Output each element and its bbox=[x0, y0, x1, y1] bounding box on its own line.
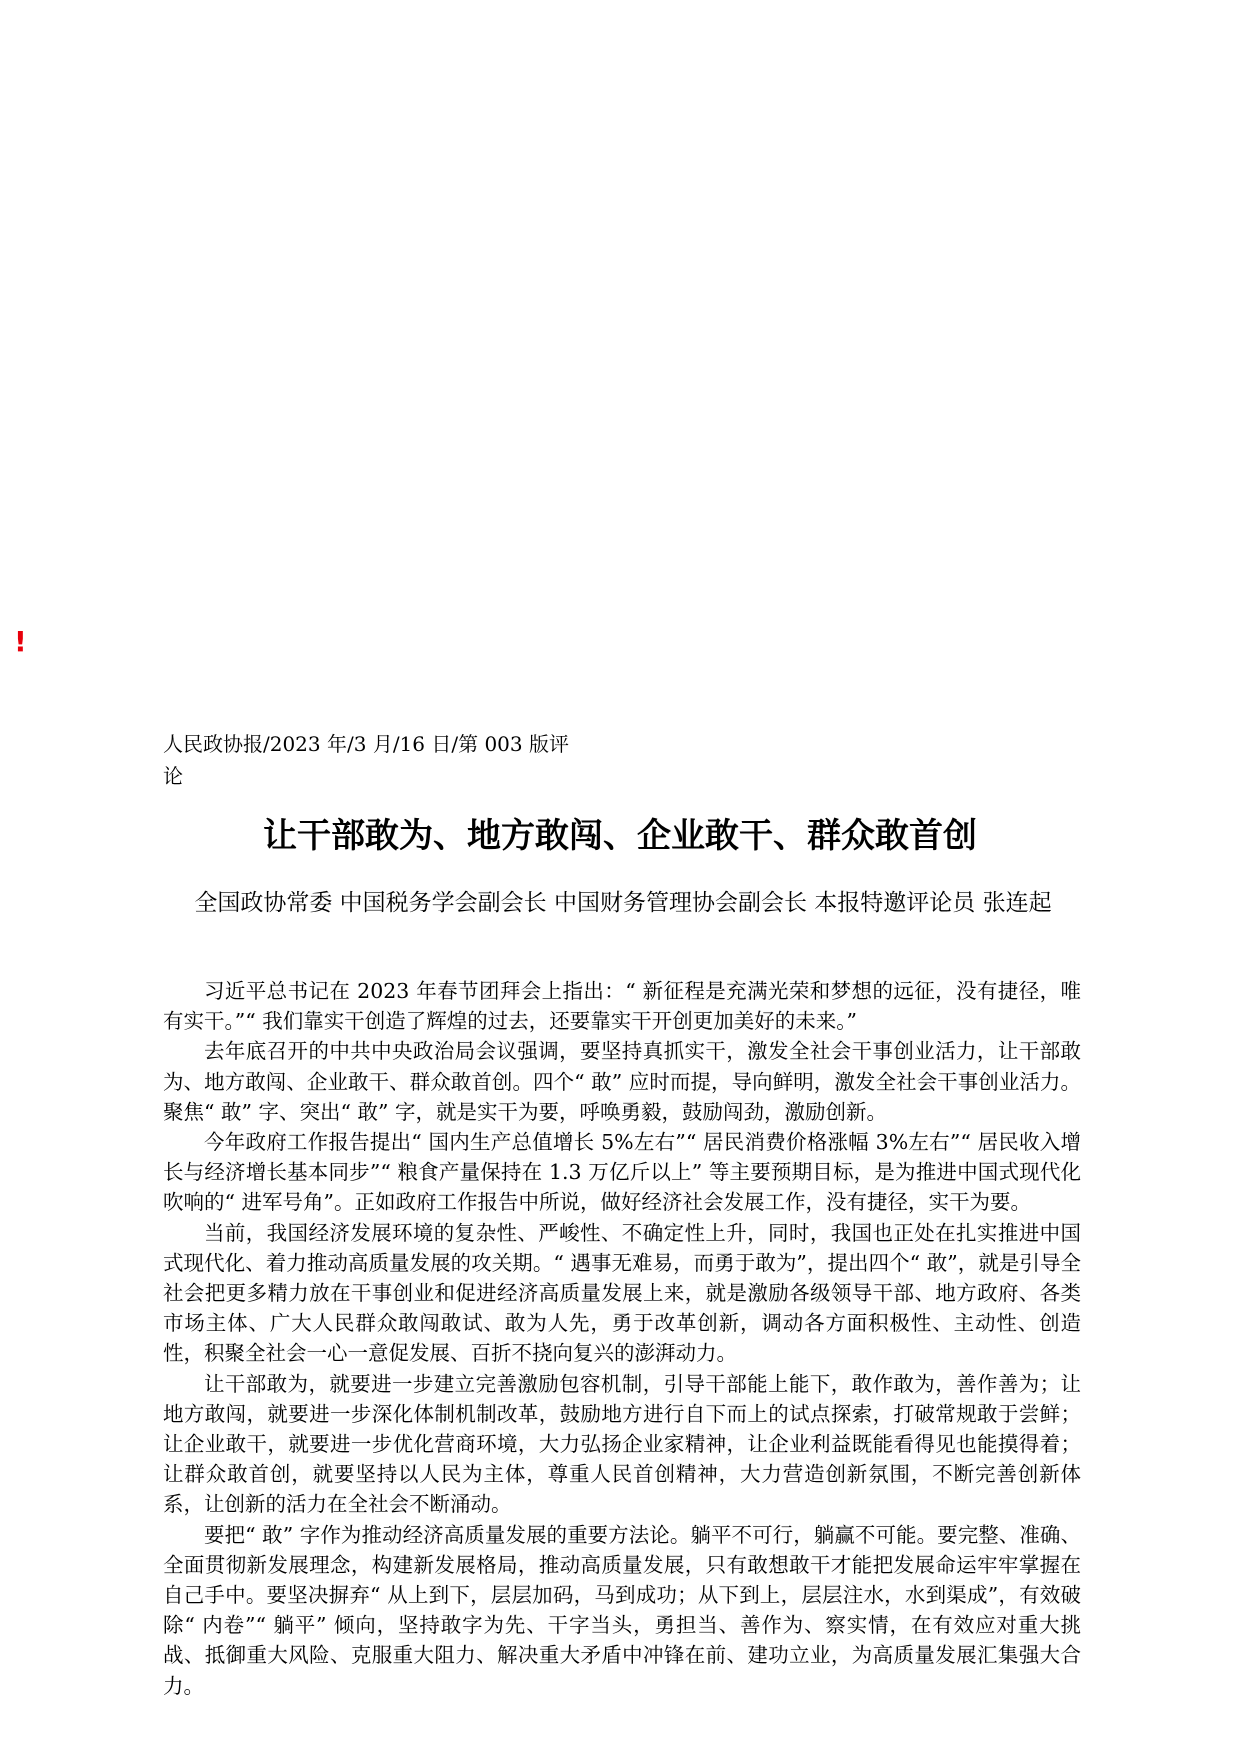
paragraph: 今年政府工作报告提出“ 国内生产总值增长 5%左右”“ 居民消费价格涨幅 3%左右”“ 居民收入增长与经济增长基本同步”“ 粮食产量保持在 1.3 万亿斤以上” 等主要预期目标，是为推进中国式现代化吹响的“ 进军号角”。正如政府工作报告中所说，做好经济社会发展工作，没有捷径，实干为要。 bbox=[163, 1130, 1081, 1215]
paragraph: 让干部敢为，就要进一步建立完善激励包容机制，引导干部能上能下，敢作敢为，善作善为；让地方敢闯，就要进一步深化体制机制改革，鼓励地方进行自下而上的试点探索，打破常规敢于尝鲜；让企业敢干，就要进一步优化营商环境，大力弘扬企业家精神，让企业利益既能看得见也能摸得着；让群众敢首创，就要坚持以人民为主体，尊重人民首创精神，大力营造创新氛围，不断完善创新体系，让创新的活力在全社会不断涌动。 bbox=[163, 1371, 1081, 1517]
article-title: 让干部敢为、地方敢闯、企业敢干、群众敢首创 bbox=[263, 816, 977, 856]
source-line: 人民政协报/2023 年/3 月/16 日/第 003 版评论 bbox=[163, 732, 569, 788]
paragraph: 当前，我国经济发展环境的复杂性、严峻性、不确定性上升，同时，我国也正处在扎实推进中国式现代化、着力推动高质量发展的攻关期。“ 遇事无难易，而勇于敢为”，提出四个“ 敢”，就是引导全社会把更多精力放在干事创业和促进经济高质量发展上来，就是激励各级领导干部、地方政府、各类市场主体、广大人民群众敢闯敢试、敢为人先，勇于改革创新，调动各方面积极性、主动性、创造性，积聚全社会一心一意促发展、百折不挠向复兴的澎湃动力。 bbox=[163, 1220, 1081, 1366]
paragraph: 习近平总书记在 2023 年春节团拜会上指出：“ 新征程是充满光荣和梦想的远征，没有捷径，唯有实干。”“ 我们靠实干创造了辉煌的过去，还要靠实干开创更加美好的未来。” bbox=[163, 979, 1081, 1034]
paragraph: 去年底召开的中共中央政治局会议强调，要坚持真抓实干，激发全社会干事创业活力，让干部敢为、地方敢闯、企业敢干、群众敢首创。四个“ 敢” 应时而提，导向鲜明，激发全社会干事创业活力。聚焦“ 敢” 字、突出“ 敢” 字，就是实干为要，呼唤勇毅，鼓励闯劲，激励创新。 bbox=[163, 1039, 1081, 1124]
article-body bbox=[163, 976, 1081, 1701]
paragraph: 要把“ 敢” 字作为推动经济高质量发展的重要方法论。躺平不可行，躺赢不可能。要完整、准确、全面贯彻新发展理念，构建新发展格局，推动高质量发展，只有敢想敢干才能把发展命运牢牢掌握在自己手中。要坚决摒弃“ 从上到下，层层加码，马到成功；从下到上，层层注水，水到渠成”，有效破除“ 内卷”“ 躺平” 倾向，坚持敢字为先、干字当头，勇担当、善作为、察实情，在有效应对重大挑战、抵御重大风险、克服重大阻力、解决重大矛盾中冲锋在前、建功立业，为高质量发展汇集强大合力。 bbox=[163, 1522, 1081, 1698]
exclamation-mark: ! bbox=[14, 625, 27, 658]
author-line: 全国政协常委 中国税务学会副会长 中国财务管理协会副会长 本报特邀评论员 张连起 bbox=[194, 890, 1052, 916]
